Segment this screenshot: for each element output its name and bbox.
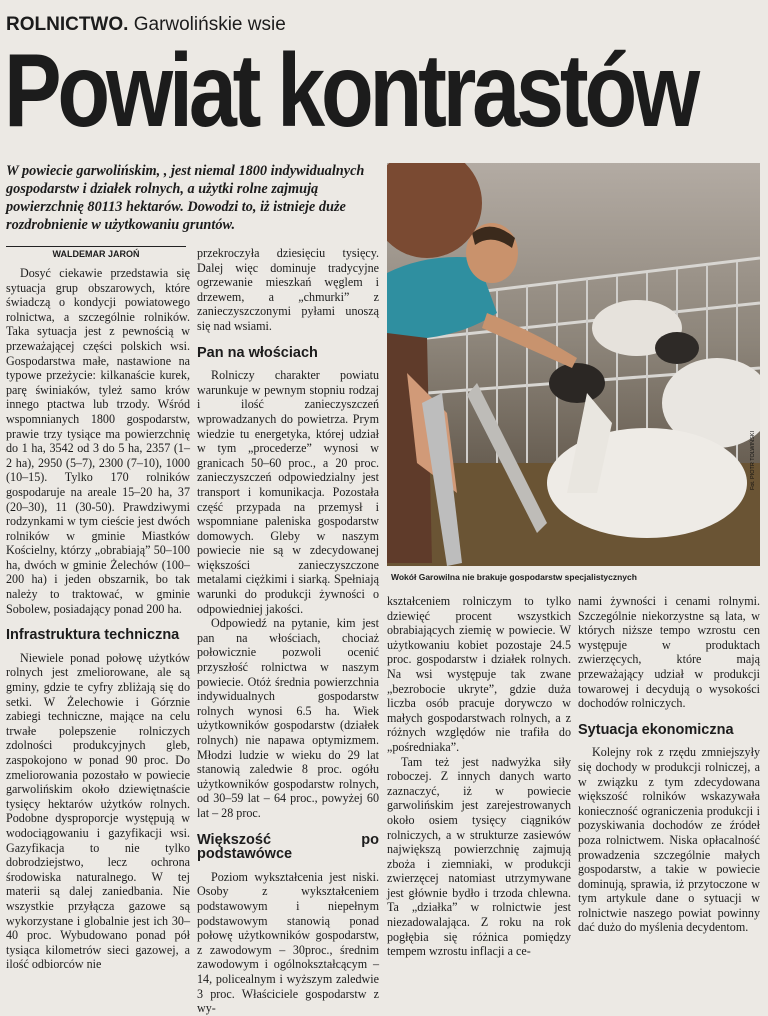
section-label: ROLNICTWO.	[6, 14, 129, 35]
subheading: Pan na włościach	[197, 344, 318, 361]
subheading: Infrastruktura techniczna	[6, 627, 180, 644]
headline: Powiat kontrastów	[4, 33, 697, 149]
paragraph: Poziom wykształcenia jest niski. Osoby z wykształceniem podstawowym i niepełnym podstawowym stanowią ponad połowę użytkowników gospodarstw, z zawodowym – 30proc., średnim zawodowym i ogólnokształcącym – 14, policealnym i wyższym zaledwie 3 proc. Właściciele gospodarstw z wy-	[197, 869, 379, 1016]
paragraph: nami żywności i cenami rolnymi. Szczególnie niekorzystne są lata, w których niższe tempo wzrostu cen występuje w produktach zwierzęcych, które mają przeważający udział w produkcji towarowej i decydują o wysokości dochodów rolniczych.	[578, 594, 760, 711]
paragraph: Odpowiedź na pytanie, kim jest pan na włościach, chociaż połowicznie pozwoli ocenić przyszłość rolnictwa w naszym powiecie. Otóż średnia powierzchnia indywidualnych gospodarstw rolnych wynosi 6.5 ha. Wiek użytkowników gospodarstw (działek rolnych) nie napawa optymizmem. Młodzi ludzie w wieku do 29 lat stanowią zaledwie 8 proc. ogółu użytkowników gospodarstw rolnych, od 30–59 lat – 64 proc., powyżej 60 lat – 28 proc.	[197, 616, 379, 820]
subheading: Większość po podstawówce	[197, 831, 379, 863]
subheading: Sytuacja ekonomiczna	[578, 721, 734, 738]
paragraph: przekroczyła dziesięciu tysięcy. Dalej więc dominuje tradycyjne ogrzewanie mieszkań węglem i drzewem, a „chmurki” z zanieczyszczonymi pyłami unoszą się nad wsiami.	[197, 246, 379, 333]
photo-caption: Wokół Garowilna nie brakuje gospodarstw specjalistycznych	[391, 572, 637, 582]
byline: WALDEMAR JAROŃ	[6, 246, 186, 259]
lead-paragraph: W powiecie garwolińskim, , jest niemal 1800 indywidualnych gospodarstw i działek rolnych, a użytki rolne zajmują powierzchnię 80113 hektarów. Dowodzi to, iż istnieje duże rozdrobnienie w użytkowaniu gruntów.	[6, 163, 365, 233]
photo-credit: Fot. PIOTR TOLWIŃSKI	[750, 431, 756, 490]
subsection-label: Garwolińskie wsie	[133, 14, 286, 35]
paragraph: Kolejny rok z rzędu zmniejszyły się dochody w produkcji rolniczej, a w związku z tym zdecydowana większość rolników wskazywała konieczność ograniczenia produkcji i pozyskiwania dochodów ze źródeł poza rolnictwem. Niska opłacalność prowadzenia szczególnie małych gospodarstw, a takie w powiecie dominują, sprawia, iż przytoczone w tym artykule dane o sytuacji w rolnictwie naszego powiat powinny dać dużo do myślenia decydentom.	[578, 745, 760, 935]
article-column-3	[387, 594, 571, 959]
article-photo	[387, 163, 760, 566]
paragraph: Niewiele ponad połowę użytków rolnych jest zmeliorowane, ale są gminy, gdzie te cyfry zbliżają się do setki. W Żelechowie i Górznie zabiegi techniczne, mające na celu trwałe polepszenie rolniczych zdolności produkcyjnych gleb, zaspokojono w ponad 90 proc. Do zmeliorowania pozostało w powiecie garwolińskim około dziewiętnaście tysięcy hektarów użytków rolnych. Podobne dysproporcje występują w wodociągowaniu i gazyfikacji wsi. Gazyfikacja to nie tylko dobrodziejstwo, lecz ochrona środowiska naturalnego. W tej materii są dalej zaniedbania. Nie wszystkie przyłącza gazowe są wykorzystane i globalnie jest ich 30–40 proc. Wybudowano ponad pół tysiąca kilometrów sieci gazowej, a ilość odbiorców nie	[6, 650, 190, 972]
paragraph: Tam też jest nadwyżka siły roboczej. Z innych danych warto zaznaczyć, iż w powiecie garwolińskim jest zarejestrowanych około osiem tysięcy ciągników rolniczych, a w strukturze zasiewów największą powierzchnię zajmują zboża i ziemniaki, w produkcji zwierzęcej natomiast utrzymywane jest głównie bydło i trzoda chlewna. Ta „działka” w rolnictwie jest niezadowalająca. Z roku na rok pogłębia się różnica pomiędzy tempem wzrostu inflacji a ce-	[387, 754, 571, 959]
paragraph: Dosyć ciekawie przedstawia się sytuacja grup obszarowych, które świadczą o kondycji powiatowego rolnictwa, a szczególnie rolników. Taka sytuacja jest z pewnością w przeważającej części polskich wsi. Gospodarstwa małe, nastawione na typowe przeżycie: kilkanaście kurek, parę świniaków, tyleż samo krów innego ptactwa lub trzody. Wśród wspomnianych 1800 gospodarstw, prawie trzy tysiące ma powierzchnię do 1 ha, 3542 od 3 do 5 ha, 2357 (1–2 ha), 2950 (5–7), 2300 (7–10), 1000 (10–15). Tylko 170 rolników gospodaruje na areale 15–20 ha, 37 (20–30), 11 (30-50). Prawdziwymi rodzynkami w tym cieście jest dwóch rolników w gminie Miastków Kościelny, którzy „obrabiają” 50–100 ha, dwóch w gminie Żelechów (100–200 ha) i jeden obszarnik, bo tak należy to traktować, w gminie Sobolew, posiadający ponad 200 ha.	[6, 266, 190, 616]
article-column-4	[578, 594, 760, 935]
article-column-2	[197, 246, 379, 1016]
paragraph: Rolniczy charakter powiatu warunkuje w pewnym stopniu rodzaj i ilość zanieczyszczeń wprowadzanych do powietrza. Prym wiedzie tu energetyka, której udział w tym „procederze” wynosi w granicach 50–60 proc., a 20 proc. zanieczyszczeń odpowiedzialny jest transport i komunikacja. Pozostała część przypada na przemysł i wspomniane paleniska gospodarstw domowych. Gleby w naszym powiecie nie są w zdecydowanej większości zanieczyszczone metalami ciężkimi i siarką. Spełniają warunki do produkcji żywności o odpowiedniej jakości.	[197, 368, 379, 616]
article-column-1	[6, 266, 190, 972]
photo-illustration	[387, 163, 760, 566]
paragraph: kształceniem rolniczym to tylko dziewięć procent wszystkich obrabiających ziemię w powiecie. W użytkowaniu kobiet pozostaje 24.5 proc. gospodarstw i działek rolnych. Na wsi występuje tak zwane „bezrobocie ukryte”, gdzie duża liczba osób pracuje dorywczo w małych gospodarstwach rolnych, a z różnych względów nie trafiła do „pośredniaka”.	[387, 594, 571, 754]
